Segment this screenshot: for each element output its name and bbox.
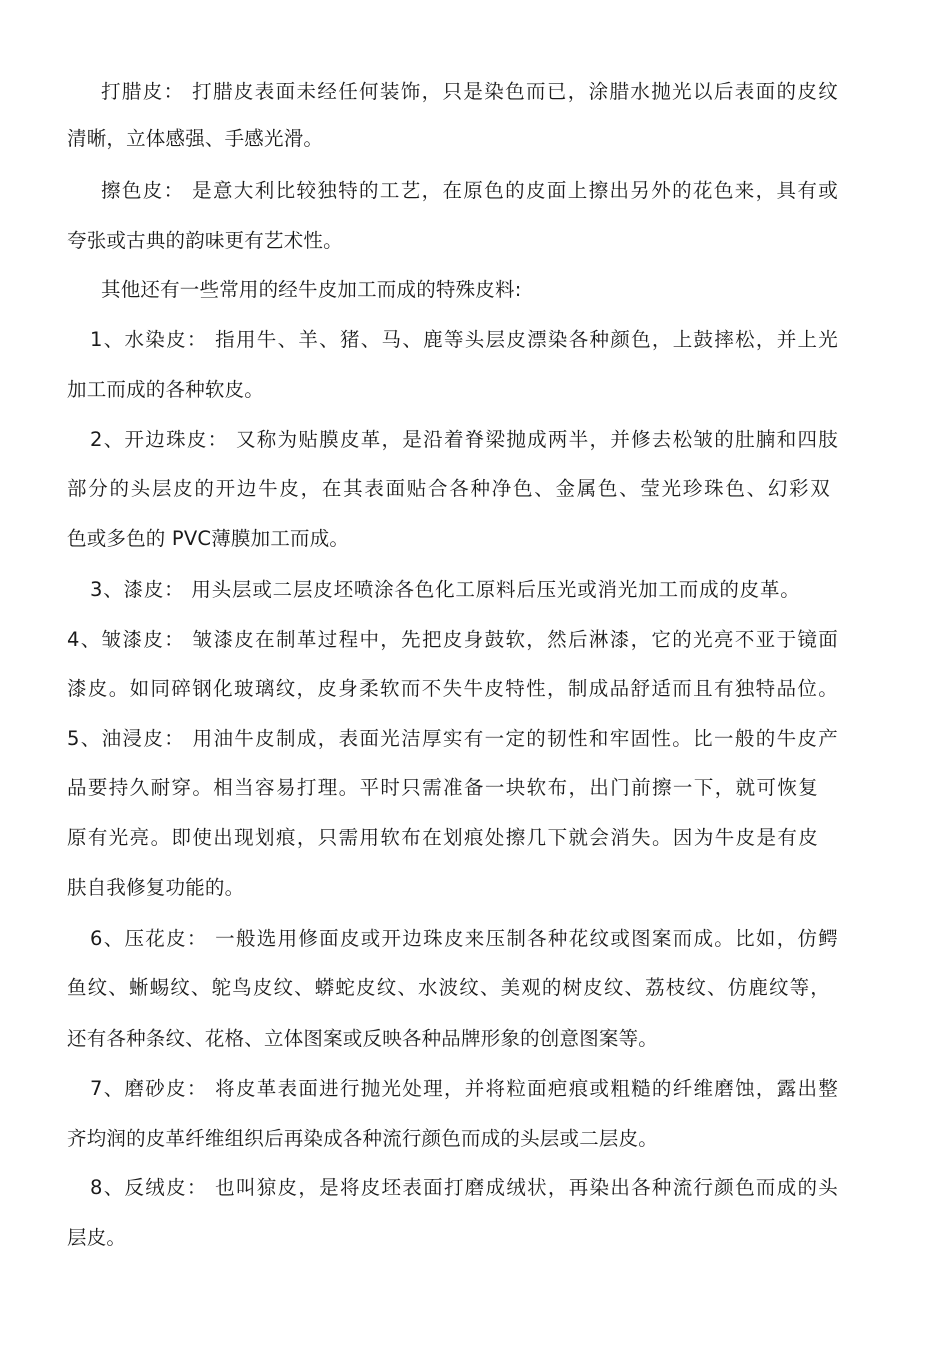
list-item-line: 肤自我修复功能的。 (67, 876, 245, 899)
paragraph-line: 其他还有一些常用的经牛皮加工而成的特殊皮料: (101, 278, 522, 301)
list-item-line: 原有光亮。即使出现划痕，只需用软布在划痕处擦几下就会消失。因为牛皮是有皮 (67, 826, 818, 849)
list-item-line: 部分的头层皮的开边牛皮，在其表面贴合各种净色、金属色、莹光珍珠色、幻彩双 (67, 477, 830, 500)
list-item-line: 5、油浸皮： 用油牛皮制成，表面光洁厚实有一定的韧性和牢固性。比一般的牛皮产 (67, 727, 838, 750)
list-item-line: 鱼纹、蜥蜴纹、鸵鸟皮纹、蟒蛇皮纹、水波纹、美观的树皮纹、荔枝纹、仿鹿纹等， (67, 976, 830, 999)
list-item-line: 还有各种条纹、花格、立体图案或反映各种品牌形象的创意图案等。 (67, 1027, 659, 1050)
list-item-line: 色或多色的 PVC薄膜加工而成。 (67, 527, 350, 550)
list-item-line: 4、皱漆皮： 皱漆皮在制革过程中，先把皮身鼓软，然后淋漆，它的光亮不亚于镜面 (67, 628, 838, 651)
list-item-line: 8、反绒皮： 也叫猄皮，是将皮坯表面打磨成绒状，再染出各种流行颜色而成的头 (90, 1176, 838, 1199)
list-item-line: 漆皮。如同碎钢化玻璃纹，皮身柔软而不失牛皮特性，制成品舒适而且有独特品位。 (67, 677, 838, 700)
paragraph-line: 清晰，立体感强、手感光滑。 (67, 127, 324, 150)
list-item-line: 加工而成的各种软皮。 (67, 378, 265, 401)
list-item-line: 6、压花皮： 一般选用修面皮或开边珠皮来压制各种花纹或图案而成。比如，仿鳄 (90, 927, 838, 950)
list-item-line: 1、水染皮： 指用牛、羊、猪、马、鹿等头层皮漂染各种颜色，上鼓摔松，并上光 (90, 328, 838, 351)
paragraph-line: 夸张或古典的韵味更有艺术性。 (67, 229, 343, 252)
list-item-line: 2、开边珠皮： 又称为贴膜皮革，是沿着脊梁抛成两半，并修去松皱的肚腩和四肢 (90, 428, 838, 451)
list-item-line: 品要持久耐穿。相当容易打理。平时只需准备一块软布，出门前擦一下，就可恢复 (67, 776, 818, 799)
paragraph-line: 擦色皮： 是意大利比较独特的工艺，在原色的皮面上擦出另外的花色来，具有或 (101, 179, 838, 202)
list-item-line: 齐均润的皮革纤维组织后再染成各种流行颜色而成的头层或二层皮。 (67, 1127, 659, 1150)
list-item-line: 层皮。 (67, 1226, 127, 1249)
paragraph-line: 打腊皮： 打腊皮表面未经任何装饰，只是染色而已，涂腊水抛光以后表面的皮纹 (101, 80, 838, 103)
list-item-line: 3、漆皮： 用头层或二层皮坯喷涂各色化工原料后压光或消光加工而成的皮革。 (90, 578, 800, 601)
list-item-line: 7、磨砂皮： 将皮革表面进行抛光处理，并将粒面疤痕或粗糙的纤维磨蚀，露出整 (90, 1077, 838, 1100)
